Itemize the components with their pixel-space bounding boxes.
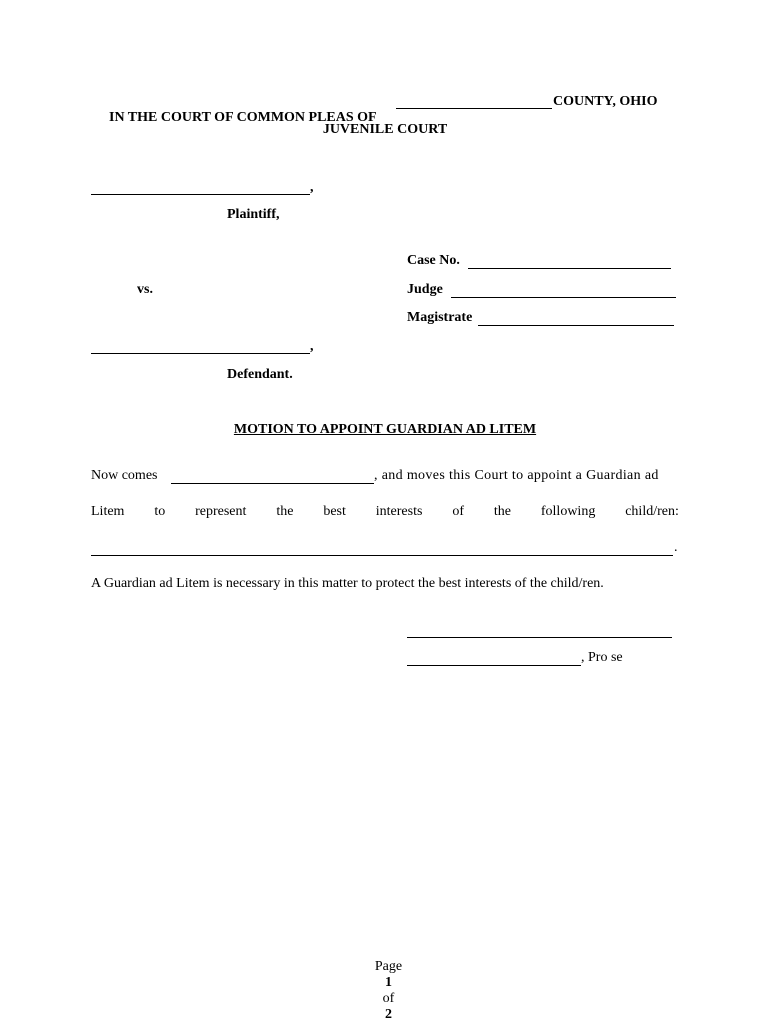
word: represent xyxy=(195,504,247,519)
word: to xyxy=(154,504,166,519)
court-heading-suffix: COUNTY, OHIO xyxy=(553,94,658,109)
case-no-blank[interactable] xyxy=(468,268,671,269)
page-of: of xyxy=(382,991,395,1006)
body-line-1-suffix: , and moves this Court to appoint a Guardian ad xyxy=(374,468,659,483)
movant-name-blank[interactable] xyxy=(171,483,374,484)
page-current: 1 xyxy=(385,975,392,990)
body-line-3-period: . xyxy=(674,540,678,555)
word: the xyxy=(276,504,294,519)
page-prefix: Page xyxy=(374,959,403,974)
body-line-1-prefix: Now comes xyxy=(91,468,158,483)
defendant-name-blank[interactable] xyxy=(91,353,310,354)
county-blank[interactable] xyxy=(396,108,552,109)
motion-title: MOTION TO APPOINT GUARDIAN AD LITEM xyxy=(233,422,537,437)
defendant-label: Defendant. xyxy=(227,367,293,382)
court-heading-prefix: IN THE COURT OF COMMON PLEAS OF xyxy=(109,110,377,125)
vs-label: vs. xyxy=(137,282,153,297)
plaintiff-comma: , xyxy=(310,180,314,195)
case-no-label: Case No. xyxy=(407,253,460,268)
word: of xyxy=(452,504,464,519)
children-names-blank[interactable] xyxy=(91,555,673,556)
page-total: 2 xyxy=(385,1007,392,1022)
pro-se-label: , Pro se xyxy=(581,650,623,665)
judge-blank[interactable] xyxy=(451,297,676,298)
word: following xyxy=(540,504,596,519)
magistrate-label: Magistrate xyxy=(407,310,473,325)
plaintiff-name-blank[interactable] xyxy=(91,194,310,195)
word: interests xyxy=(375,504,423,519)
body-line-2 xyxy=(91,504,679,520)
word: Litem xyxy=(91,504,125,519)
page-number xyxy=(0,943,770,1023)
body-paragraph-2: A Guardian ad Litem is necessary in this matter to protect the best interests of the child/ren. xyxy=(91,576,604,591)
magistrate-blank[interactable] xyxy=(478,325,674,326)
defendant-comma: , xyxy=(310,339,314,354)
word: best xyxy=(323,504,346,519)
signature-line[interactable] xyxy=(407,637,672,638)
word: the xyxy=(493,504,511,519)
word: child/ren: xyxy=(625,504,679,519)
judge-label: Judge xyxy=(407,282,443,297)
plaintiff-label: Plaintiff, xyxy=(227,207,280,222)
division-title: JUVENILE COURT xyxy=(322,122,448,137)
printed-name-blank[interactable] xyxy=(407,665,581,666)
